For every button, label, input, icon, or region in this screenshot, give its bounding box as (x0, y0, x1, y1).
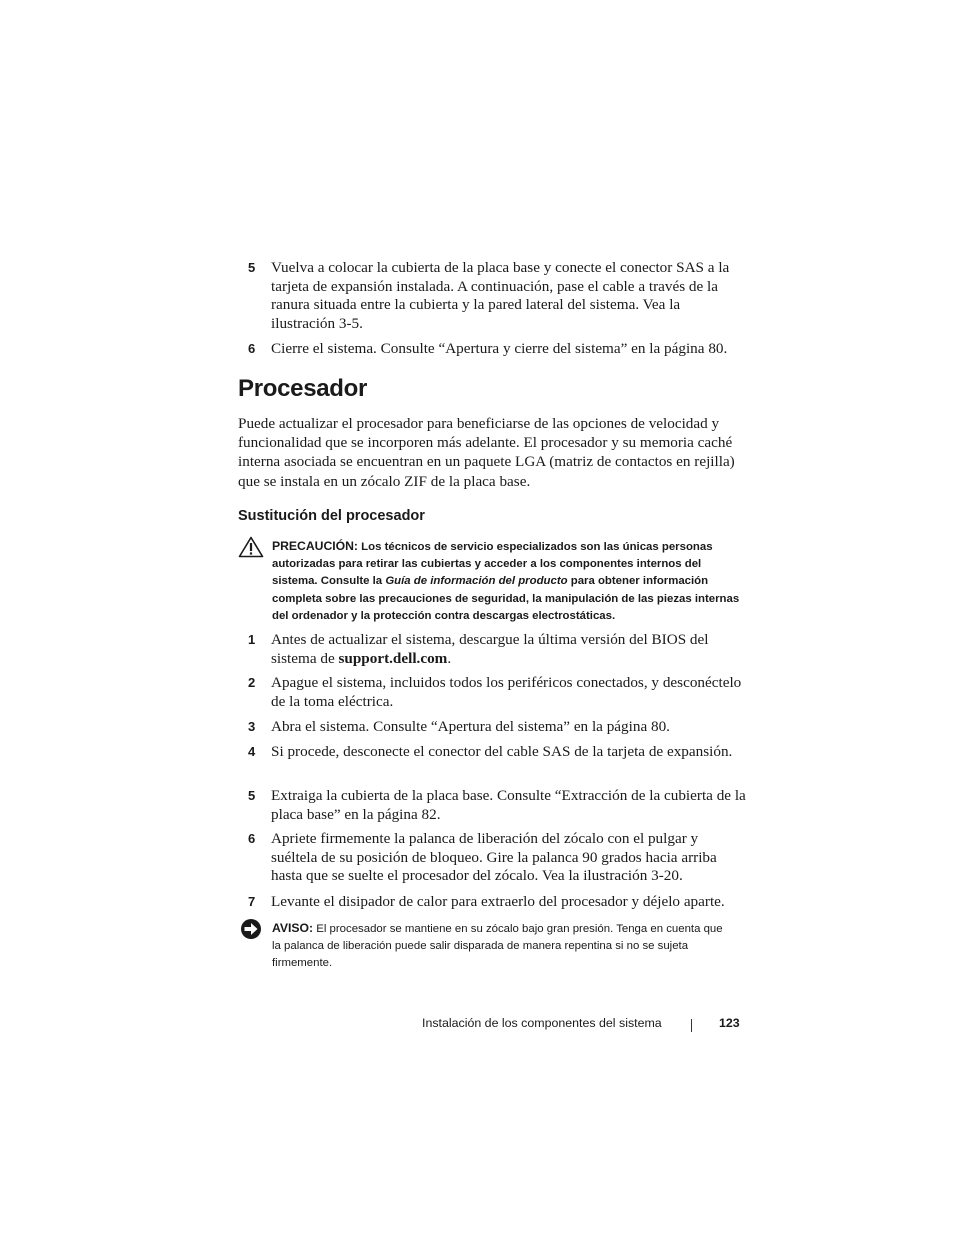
caution-note (272, 538, 742, 625)
list-item (248, 631, 748, 668)
list-item (248, 830, 748, 886)
support-link[interactable]: support.dell.com (338, 649, 448, 667)
list-item (248, 787, 748, 824)
step-text-end: . (447, 649, 452, 667)
caution-label: PRECAUCIÓN: (272, 539, 358, 553)
step-number: 6 (248, 341, 256, 356)
step-number: 1 (248, 632, 256, 647)
list-item (248, 340, 748, 359)
step-number: 3 (248, 719, 256, 734)
page-number: 123 (719, 1016, 740, 1030)
book-title: Guía de información del producto (385, 575, 568, 588)
step-text: Cierre el sistema. Consulte “Apertura y cierre del sistema” en la página 80. (271, 340, 728, 357)
step-text: Levante el disipador de calor para extraerlo del procesador y déjelo aparte. (271, 893, 725, 910)
list-item (248, 893, 758, 912)
notice-text: El procesador se mantiene en su zócalo bajo gran presión. Tenga en cuenta que la palanca de liberación puede salir disparada de manera repentina si no se sujeta firmemente. (272, 923, 723, 970)
step-text (271, 631, 748, 668)
step-number: 7 (248, 894, 256, 909)
section-title: Procesador (238, 375, 368, 402)
step-text-part: Antes de actualizar el sistema, descargue la última versión del BIOS del sistema de (271, 631, 709, 667)
step-number: 2 (248, 675, 256, 690)
step-text: Apague el sistema, incluidos todos los periféricos conectados, y desconéctelo de la toma eléctrica. (271, 674, 742, 710)
step-text: Abra el sistema. Consulte “Apertura del sistema” en la página 80. (271, 718, 670, 735)
subsection-title: Sustitución del procesador (238, 508, 425, 524)
step-text: Apriete firmemente la palanca de liberación del zócalo con el pulgar y suéltela de su posición de bloqueo. Gire la palanca 90 grados hacia arriba hasta que se suelte el procesador del zócalo. Vea la ilustración 3-20. (271, 830, 717, 885)
caution-text: Los técnicos de servicio especializados son las únicas personas autorizadas para retirar las cubiertas y acceder a los componentes internos del sistema. Consulte la (272, 541, 713, 588)
notice-arrow-icon (240, 918, 262, 940)
list-item (248, 674, 748, 711)
step-number: 5 (248, 260, 256, 275)
list-item (248, 718, 748, 737)
list-item (248, 259, 748, 333)
footer-chapter: Instalación de los componentes del sistema (422, 1016, 662, 1030)
list-item (248, 743, 748, 762)
footer-divider (691, 1019, 692, 1032)
caution-text-end: para obtener información completa sobre las precauciones de seguridad, la manipulación de las piezas internas del ordenador y la protección contra descargas electrostáticas. (272, 575, 740, 622)
step-text: Vuelva a colocar la cubierta de la placa base y conecte el conector SAS a la tarjeta de expansión instalada. A continuación, pase el cable a través de la ranura situada entre la cubierta y la pared lateral del sistema. Vea la ilustración 3-5. (271, 259, 730, 332)
step-text: Extraiga la cubierta de la placa base. Consulte “Extracción de la cubierta de la placa base” en la página 82. (271, 787, 746, 823)
step-text: Si procede, desconecte el conector del cable SAS de la tarjeta de expansión. (271, 743, 733, 760)
notice-note (272, 920, 732, 973)
step-number: 6 (248, 831, 256, 846)
step-number: 4 (248, 744, 256, 759)
notice-label: AVISO: (272, 921, 314, 935)
step-number: 5 (248, 788, 256, 803)
section-intro: Puede actualizar el procesador para beneficiarse de las opciones de velocidad y funcionalidad que se incorporen más adelante. El procesador y su memoria caché interna asociada se encuentran en un paquete LGA (matriz de contactos en rejilla) que se instala en un zócalo ZIF de la placa base. (238, 415, 735, 490)
warning-triangle-icon (238, 536, 264, 558)
